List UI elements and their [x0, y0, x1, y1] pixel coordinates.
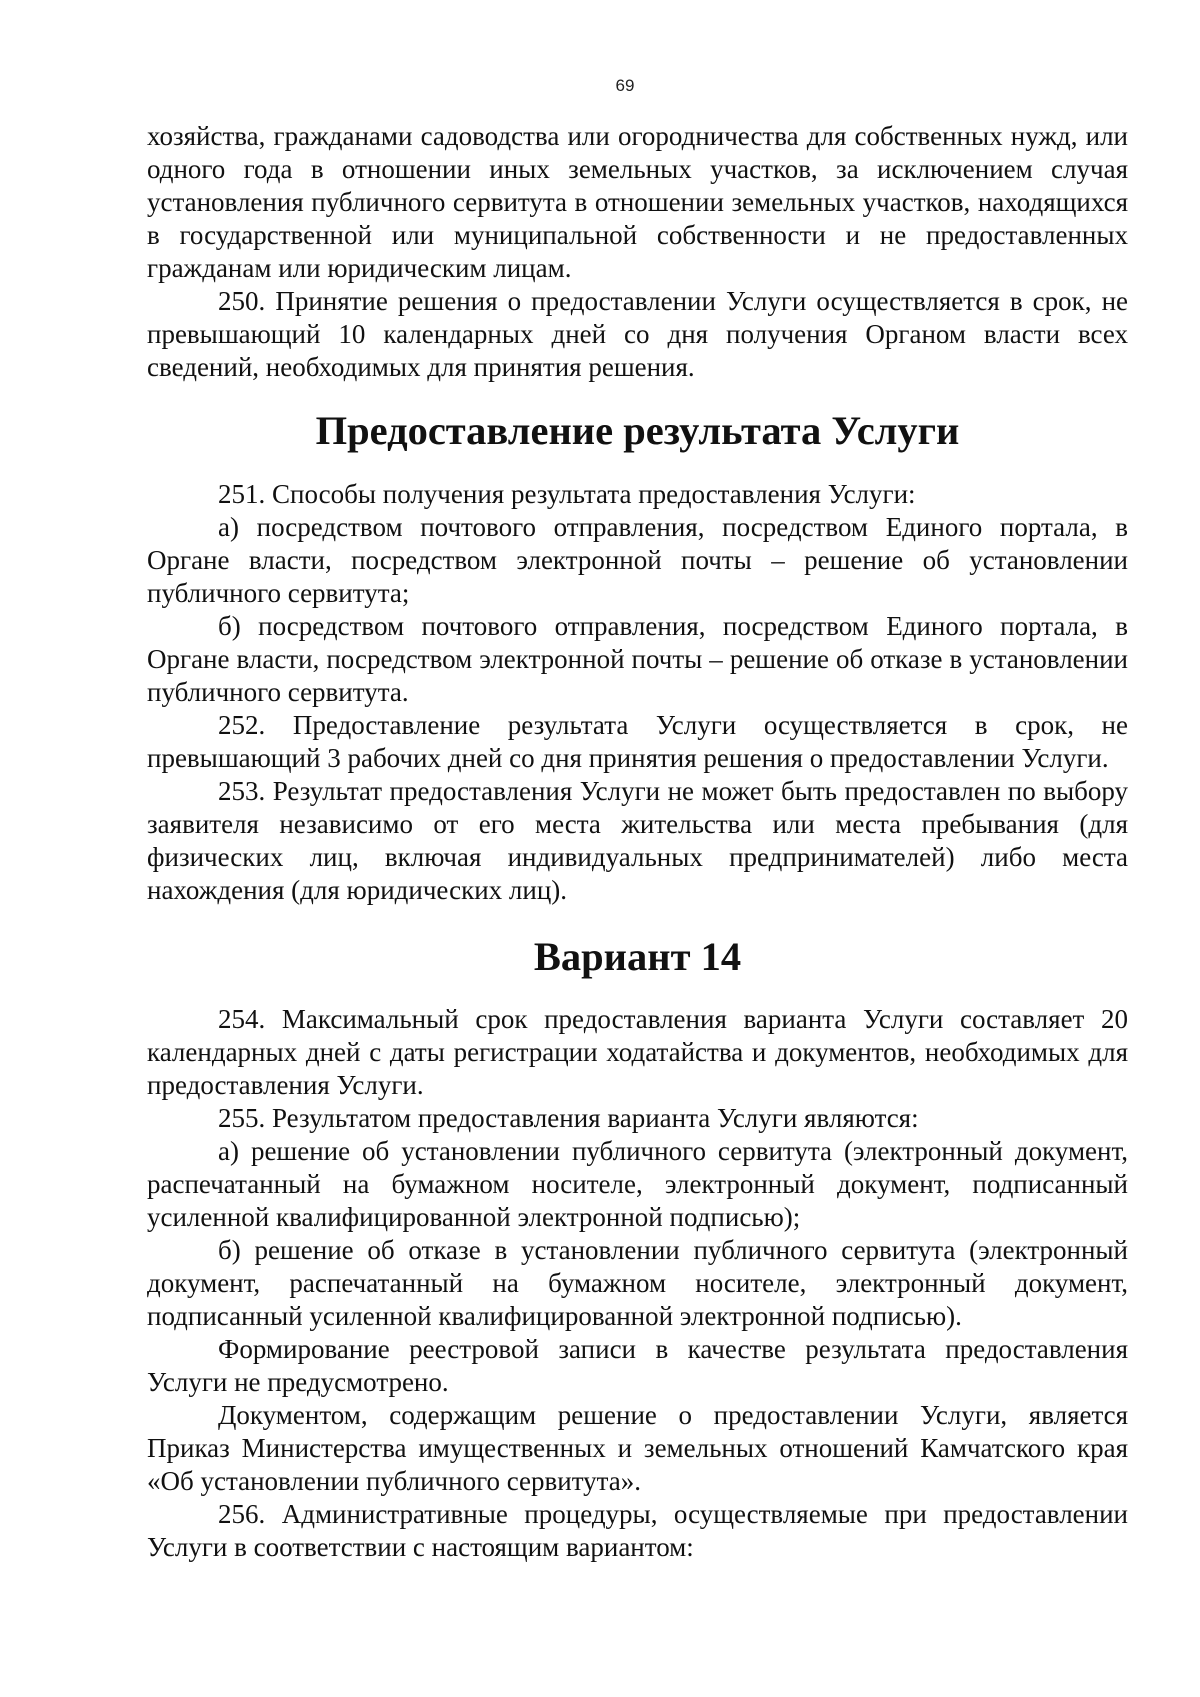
paragraph-251: 251. Способы получения результата предоставления Услуги: [218, 479, 916, 509]
paragraph-255: 255. Результатом предоставления варианта Услуги являются: [218, 1103, 919, 1133]
paragraph-251-b: б) посредством почтового отправления, посредством Единого портала, в Органе власти, посредством электронной почты – решение об отказе в установлении публичного сервитута. [147, 611, 1128, 707]
paragraph-255-a: а) решение об установлении публичного сервитута (электронный документ, распечатанный на бумажном носителе, электронный документ, подписанный усиленной квалифицированной электронной подписью); [147, 1136, 1128, 1232]
section-heading-result: Предоставление результата Услуги [315, 408, 960, 453]
page-number: 69 [615, 76, 635, 95]
paragraph-256: 256. Административные процедуры, осуществляемые при предоставлении Услуги в соответствии с настоящим вариантом: [147, 1499, 1128, 1562]
paragraph-251-a: а) посредством почтового отправления, посредством Единого портала, в Органе власти, посредством электронной почты – решение об установлении публичного сервитута; [147, 512, 1128, 608]
paragraph-253: 253. Результат предоставления Услуги не может быть предоставлен по выбору заявителя независимо от его места жительства или места пребывания (для физических лиц, включая индивидуальных предпринимателей) либо места нахождения (для юридических лиц). [147, 776, 1128, 905]
paragraph-254: 254. Максимальный срок предоставления варианта Услуги составляет 20 календарных дней с даты регистрации ходатайства и документов, необходимых для предоставления Услуги. [147, 1004, 1128, 1100]
paragraph-registry-note: Формирование реестровой записи в качестве результата предоставления Услуги не предусмотрено. [147, 1334, 1128, 1397]
document-body [147, 120, 1128, 1564]
section-heading-variant: Вариант 14 [533, 934, 742, 979]
paragraph-252: 252. Предоставление результата Услуги осуществляется в срок, не превышающий 3 рабочих дней со дня принятия решения о предоставлении Услуги. [147, 710, 1128, 773]
paragraph-continuation: хозяйства, гражданами садоводства или огородничества для собственных нужд, или одного года в отношении иных земельных участков, за исключением случая установления публичного сервитута в отношении земельных участков, находящихся в государственной или муниципальной собственности и не предоставленных гражданам или юридическим лицам. [147, 121, 1128, 283]
paragraph-255-b: б) решение об отказе в установлении публичного сервитута (электронный документ, распечатанный на бумажном носителе, электронный документ, подписанный усиленной квалифицированной электронной подписью). [147, 1235, 1128, 1331]
paragraph-250: 250. Принятие решения о предоставлении Услуги осуществляется в срок, не превышающий 10 календарных дней со дня получения Органом власти всех сведений, необходимых для принятия решения. [147, 286, 1128, 382]
paragraph-decision-document: Документом, содержащим решение о предоставлении Услуги, является Приказ Министерства имущественных и земельных отношений Камчатского края «Об установлении публичного сервитута». [147, 1400, 1128, 1496]
